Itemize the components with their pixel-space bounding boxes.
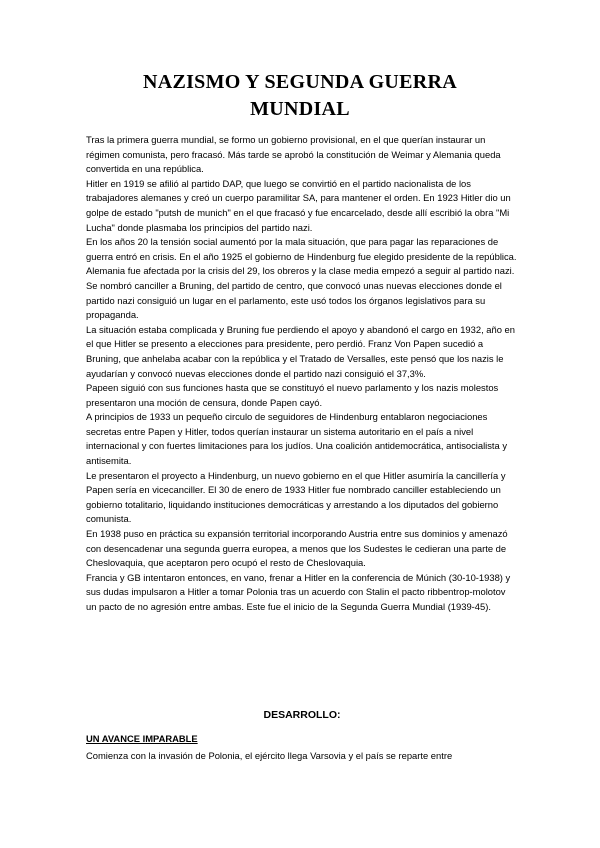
paragraph-2: Hitler en 1919 se afilió al partido DAP, que luego se convirtió en el partido nacionalista de los trabajadores alemanes y creó un cuerpo paramilitar SA, para mantener el orden. En 1923 Hitler dio un golpe de estado "putsh de munich" en el que fracasó y fue encarcelado, desde allí escribió la obra "Mi Lucha" donde plasmaba los principios del partido nazi. xyxy=(86,177,511,233)
document-body xyxy=(86,133,518,615)
paragraph-9: En 1938 puso en práctica su expansión territorial incorporando Austria entre sus dominios y amenazó con desencadenar una segunda guerra europea, a menos que los Sudestes le cedieran una parte de Cheslovaquia, que aceptaron pero ocupó el resto de Cheslovaquia. xyxy=(86,528,508,569)
paragraph-7: A principios de 1933 un pequeño circulo de seguidores de Hindenburg entablaron negociaciones secretas entre Papen y Hitler, todos querían instaurar un sistema autoritario en el país a nivel internacional y con fuertes limitaciones para los judíos. Una coalición antidemocrática, antisocialista y antisemita. xyxy=(86,411,508,467)
paragraph-10: Francia y GB intentaron entonces, en vano, frenar a Hitler en la conferencia de Múnich (30-10-1938) y sus dudas impulsaron a Hitler a tomar Polonia tras un acuerdo con Stalin el pacto ribbentrop-molotov un pacto de no agresión entre ambas. Este fue el inicio de la Segunda Guerra Mundial (1939-45). xyxy=(86,571,511,612)
section-heading: DESARROLLO: xyxy=(263,709,341,721)
subsection-text: Comienza con la invasión de Polonia, el ejército llega Varsovia y el país se reparte entre xyxy=(86,750,453,761)
paragraph-5: La situación estaba complicada y Bruning fue perdiendo el apoyo y abandonó el cargo en 1932, año en el que Hitler se presento a elecciones para presidente, pero perdió. Franz Von Papen sucedió a Bruning, que anhelaba acabar con la república y el Tratado de Versalles, este pensó que los nazis le ayudarían y convocó nuevas elecciones donde el partido nazi consiguió el 37,3%. xyxy=(86,323,515,379)
subsection-heading: UN AVANCE IMPARABLE xyxy=(86,733,198,744)
document-title-line-1: NAZISMO Y SEGUNDA GUERRA xyxy=(142,71,458,93)
paragraph-8: Le presentaron el proyecto a Hindenburg, un nuevo gobierno en el que Hitler asumiría la cancillería y Papen sería en vicecanciller. El 30 de enero de 1933 Hitler fue nombrado canciller estableciendo un gobierno totalitario, liquidando instituciones democráticas y arrestando a los diputados del gobierno comunista. xyxy=(86,469,506,525)
paragraph-3: En los años 20 la tensión social aumentó por la mala situación, que para pagar las reparaciones de guerra entró en crisis. En el año 1925 el gobierno de Hindenburg fue elegido presidente de la república. xyxy=(86,236,517,262)
paragraph-6: Papeen siguió con sus funciones hasta que se constituyó el nuevo parlamento y los nazis molestos presentaron una moción de censura, donde Papen cayó. xyxy=(86,382,499,408)
paragraph-1: Tras la primera guerra mundial, se formo un gobierno provisional, en el que querían instaurar un régimen comunista, pero fracasó. Más tarde se aprobó la constitución de Weimar y Alemania queda convertida en una república. xyxy=(86,134,501,175)
paragraph-4: Alemania fue afectada por la crisis del 29, los obreros y la clase media empezó a seguir al partido nazi. Se nombró canciller a Bruning, del partido de centro, que convocó unas nuevas elecciones donde el partido nazi consiguió un lugar en el parlamento, este usó todos los órganos legislativos para su propaganda. xyxy=(86,265,515,321)
document-title-line-2: MUNDIAL xyxy=(250,98,350,120)
document-title xyxy=(80,69,520,123)
